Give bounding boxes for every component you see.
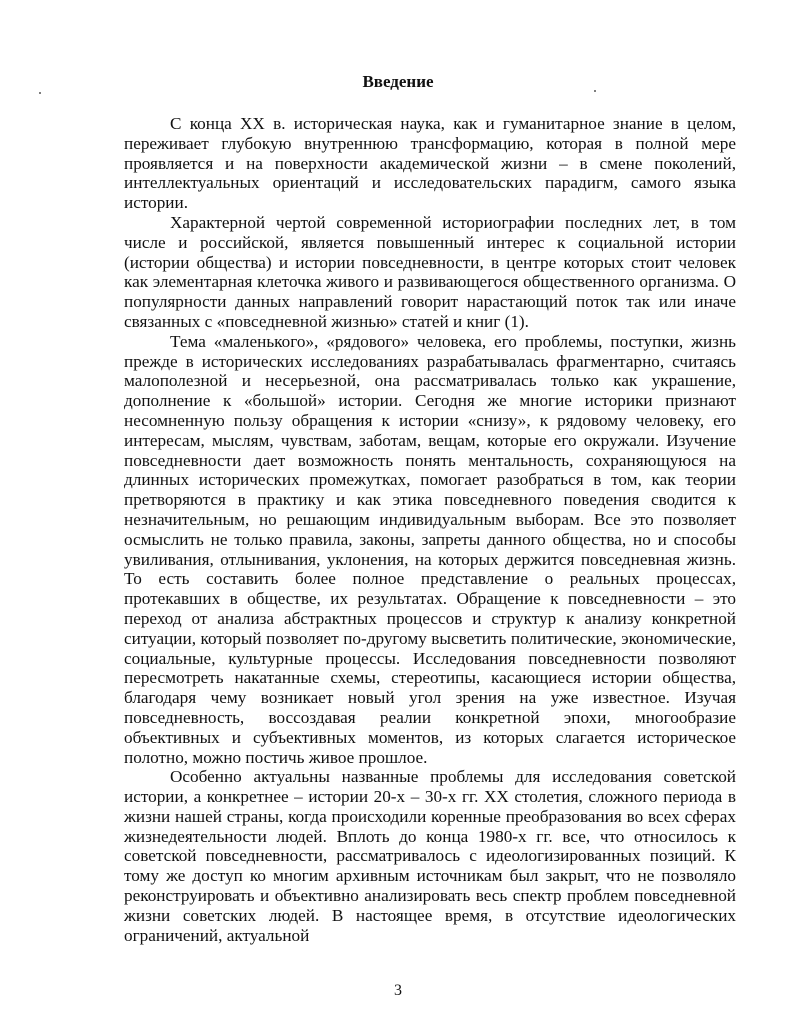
page-number: 3 (394, 982, 402, 999)
page-title: Введение (362, 72, 434, 91)
scan-speck (39, 92, 41, 94)
paragraph: С конца XX в. историческая наука, как и гуманитарное знание в целом, переживает глубокую внутреннюю трансформацию, которая в полной мере проявляется и на поверхности академической жизни – в смене поколений, интеллектуальных ориентаций и исследовательских парадигм, самого языка истории. (124, 114, 736, 213)
paragraph: Тема «маленького», «рядового» человека, его проблемы, поступки, жизнь прежде в исторических исследованиях разрабатывалась фрагментарно, считаясь малополезной и несерьезной, она рассматривалась только как украшение, дополнение к «большой» истории. Сегодня же многие историки признают несомненную пользу обращения к истории «снизу», к рядовому человеку, его интересам, мыслям, чувствам, заботам, вещам, которые его окружали. Изучение повседневности дает возможность понять ментальность, сохраняющуюся на длинных исторических промежутках, помогает разобраться в том, как теории претворяются в практику и как этика повседневного поведения сводится к незначительным, но решающим индивидуальным выборам. Все это позволяет осмыслить не только правила, законы, запреты данного общества, но и способы увиливания, отлынивания, уклонения, на которых держится повседневная жизнь. То есть составить более полное представление о реальных процессах, протекавших в обществе, их результатах. Обращение к повседневности – это переход от анализа абстрактных процессов и структур к анализу конкретной ситуации, который позволяет по-другому высветить политические, экономические, социальные, культурные процессы. Исследования повседневности позволяют пересмотреть накатанные схемы, стереотипы, касающиеся истории общества, благодаря чему возникает новый угол зрения на уже известное. Изучая повседневность, воссоздавая реалии конкретной эпохи, многообразие объективных и субъективных моментов, из которых слагается историческое полотно, можно постичь живое прошлое. (124, 331, 736, 767)
paragraph: Особенно актуальны названные проблемы для исследования советской истории, а конкретнее – истории 20-х – 30-х гг. XX столетия, сложного периода в жизни нашей страны, когда происходили коренные преобразования во всех сферах жизнедеятельности людей. Вплоть до конца 1980-х гг. все, что относилось к советской повседневности, рассматривалось с идеологизированных позиций. К тому же доступ ко многим архивным источникам был закрыт, что не позволяло реконструировать и объективно анализировать весь спектр проблем повседневной жизни советских людей. В настоящее время, в отсутствие идеологических ограничений, актуальной (124, 767, 736, 945)
body-text (124, 114, 736, 945)
paragraph: Характерной чертой современной историографии последних лет, в том числе и российской, является повышенный интерес к социальной истории (истории общества) и истории повседневности, в центре которых стоит человек как элементарная клеточка живого и развивающегося общественного организма. О популярности данных направлений говорит нарастающий поток так или иначе связанных с «повседневной жизнью» статей и книг (1). (124, 212, 736, 331)
